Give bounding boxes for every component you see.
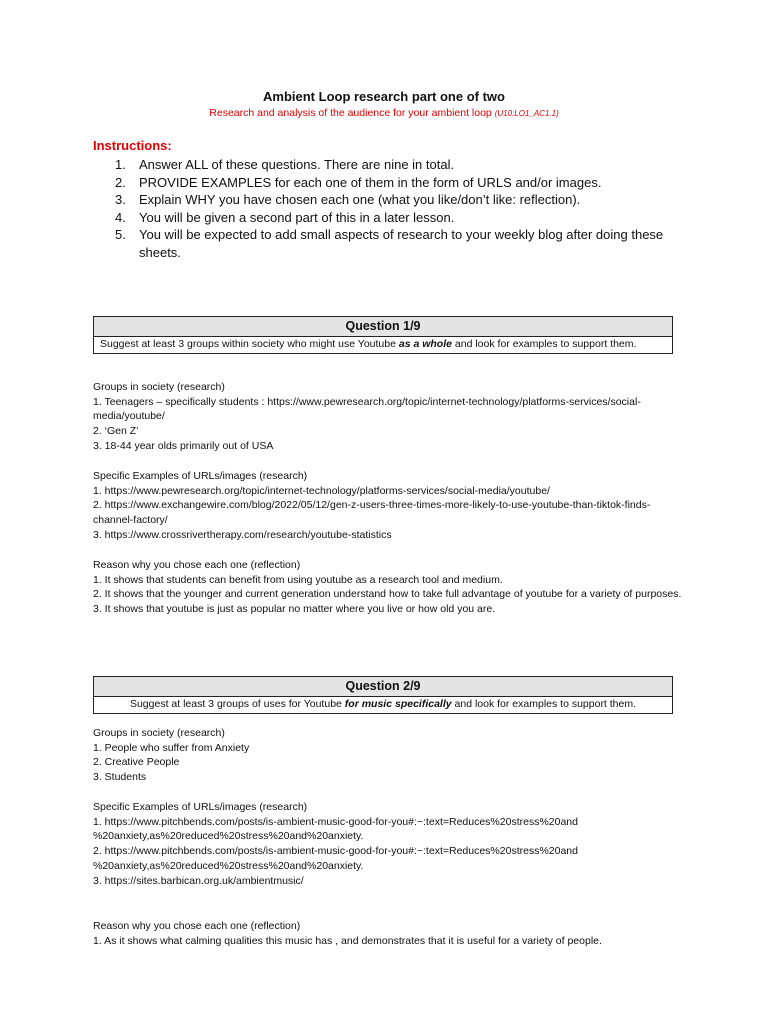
instruction-number: 3. <box>115 192 126 208</box>
example-item: 3. https://sites.barbican.org.uk/ambientmusic/ <box>93 874 304 887</box>
subtitle-code: (U10:LO1_AC1.1) <box>494 109 559 118</box>
instruction-number: 1. <box>115 157 126 172</box>
reason-item: 1. It shows that students can benefit from using youtube as a research tool and medium. <box>93 573 503 586</box>
instruction-item <box>93 209 693 227</box>
prompt-text: and look for examples to support them. <box>454 338 637 350</box>
question-1-groups <box>93 380 683 454</box>
question-1-reasons <box>93 558 683 617</box>
instruction-number: 4. <box>115 209 126 225</box>
question-2-box <box>93 676 673 714</box>
instruction-item <box>93 226 693 261</box>
subtitle-text: Research and analysis of the audience for your ambient loop <box>209 107 492 119</box>
instruction-number: 2. <box>115 174 126 190</box>
reason-heading: Reason why you chose each one (reflection) <box>93 559 301 571</box>
instruction-text: PROVIDE EXAMPLES for each one of them in the form of URLS and/or images. <box>139 174 602 190</box>
instruction-text: You will be given a second part of this in a later lesson. <box>139 209 455 225</box>
groups-heading: Groups in society (research) <box>93 727 225 739</box>
group-item: 1. People who suffer from Anxiety <box>93 741 250 754</box>
prompt-emphasis: for music specifically <box>344 698 452 710</box>
page-title: Ambient Loop research part one of two <box>263 89 505 104</box>
question-2-header: Question 2/9 <box>94 677 672 697</box>
question-1-header: Question 1/9 <box>94 317 672 337</box>
instruction-item <box>93 174 693 192</box>
question-2-groups <box>93 726 683 785</box>
question-1-prompt <box>94 337 672 353</box>
reason-item: 3. It shows that youtube is just as popular no matter where you live or how old you are. <box>93 603 496 616</box>
examples-heading: Specific Examples of URLs/images (research) <box>93 470 308 482</box>
reason-item: 1. As it shows what calming qualities this music has , and demonstrates that it is useful for a variety of people. <box>93 934 602 947</box>
example-item: 2. https://www.pitchbends.com/posts/is-ambient-music-good-for-you#:~:text=Reduces%20stress%20and %20anxiety,as%20reduced%20stress%20and%20anxiety. <box>93 845 578 872</box>
example-item: 3. https://www.crossrivertherapy.com/research/youtube-statistics <box>93 528 392 541</box>
question-2-reasons <box>93 919 683 948</box>
instruction-item <box>93 191 693 209</box>
examples-heading: Specific Examples of URLs/images (research) <box>93 801 308 813</box>
instruction-text: Answer ALL of these questions. There are nine in total. <box>139 157 455 172</box>
instruction-text: Explain WHY you have chosen each one (what you like/don’t like: reflection). <box>139 192 581 208</box>
instruction-number: 5. <box>115 227 126 243</box>
groups-heading: Groups in society (research) <box>93 381 225 393</box>
instruction-text: You will be expected to add small aspects of research to your weekly blog after doing these sheets. <box>139 227 664 260</box>
prompt-text: Suggest at least 3 groups within society who might use Youtube <box>100 338 396 350</box>
question-1-box <box>93 316 673 354</box>
question-2-prompt <box>94 697 672 713</box>
page-subtitle <box>0 107 768 119</box>
instruction-item <box>93 156 693 174</box>
example-item: 1. https://www.pewresearch.org/topic/internet-technology/platforms-services/social-media/youtube/ <box>93 484 550 497</box>
example-item: 1. https://www.pitchbends.com/posts/is-ambient-music-good-for-you#:~:text=Reduces%20stress%20and %20anxiety,as%20reduced%20stress%20and%20anxiety. <box>93 815 578 843</box>
reason-item: 2. It shows that the younger and current generation understand how to take full advantage of youtube for a variety of purposes. <box>93 588 682 601</box>
prompt-emphasis: as a whole <box>398 338 452 350</box>
group-item: 2. ‘Gen Z’ <box>93 425 139 438</box>
question-2-examples <box>93 800 683 888</box>
instructions-heading: Instructions: <box>93 138 172 153</box>
group-item: 3. Students <box>93 771 147 784</box>
group-item: 1. Teenagers – specifically students : https://www.pewresearch.org/topic/internet-technology/platforms-services/social-media/youtube/ <box>93 395 641 423</box>
prompt-text: and look for examples to support them. <box>454 698 637 710</box>
prompt-text: Suggest at least 3 groups of uses for Youtube <box>129 698 342 710</box>
group-item: 2. Creative People <box>93 756 180 769</box>
instructions-list <box>93 156 693 262</box>
group-item: 3. 18-44 year olds primarily out of USA <box>93 439 274 452</box>
question-1-examples <box>93 469 683 543</box>
reason-heading: Reason why you chose each one (reflection) <box>93 920 301 932</box>
example-item: 2. https://www.exchangewire.com/blog/2022/05/12/gen-z-users-three-times-more-likely-to-use-youtube-than-tiktok-finds-channel-factory/ <box>93 499 651 527</box>
